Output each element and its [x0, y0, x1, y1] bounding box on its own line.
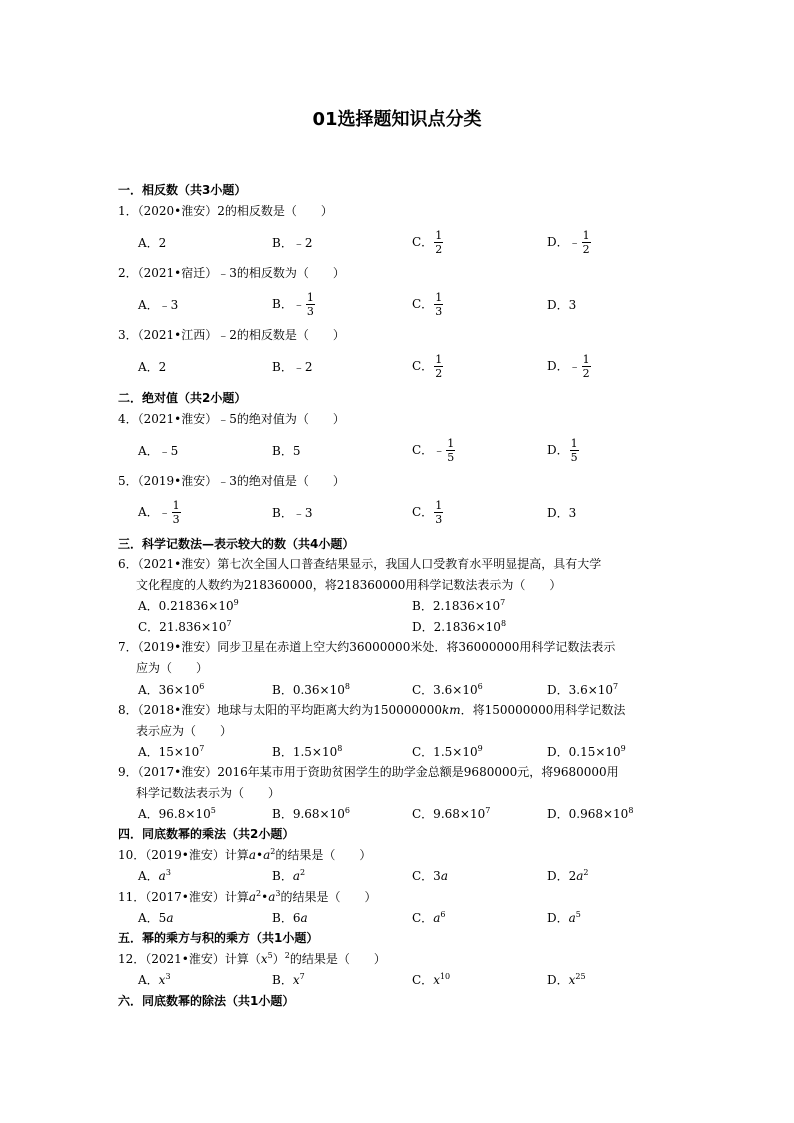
- question-7-stem-line2: 应为（ ）: [136, 661, 209, 675]
- q11-option-b: B．6a: [272, 911, 308, 925]
- q3-option-d: D．﹣ $\frac{1}{2}$: [547, 353, 590, 380]
- question-9-stem-line2: 科学记数法表示为（ ）: [136, 786, 281, 800]
- section-heading-power-division: 六．同底数幂的除法（共1小题）: [118, 994, 295, 1008]
- q1-option-a: A．2: [138, 236, 167, 250]
- q8-option-a: A．$15\times 10^7$: [138, 744, 205, 759]
- q9-option-a: A．$96.8\times 10^5$: [138, 806, 216, 821]
- q1-option-c: C． $\frac{1}{2}$: [412, 229, 443, 256]
- q5-option-a: A．﹣ $\frac{1}{3}$: [138, 499, 180, 526]
- q6-option-b: B．$2.1836\times 10^7$: [412, 598, 506, 613]
- fraction: $\frac{1}{2}$: [435, 229, 443, 256]
- fraction: $\frac{1}{3}$: [172, 499, 180, 526]
- fraction: $\frac{1}{5}$: [447, 437, 455, 464]
- q4-option-b: B．5: [272, 444, 301, 458]
- question-6-stem-line1: 6．（2021•淮安）第七次全国人口普查结果显示，我国人口受教育水平明显提高，具有大学: [118, 557, 602, 571]
- q10-option-d: D．$2a^2$: [547, 868, 589, 883]
- q4-option-d: D． $\frac{1}{5}$: [547, 437, 578, 464]
- q6-option-d: D．$2.1836\times 10^8$: [412, 619, 507, 634]
- q8-option-c: C．$1.5\times 10^9$: [412, 744, 483, 759]
- q5-option-d: D．3: [547, 506, 577, 520]
- q7-option-c: C．$3.6\times 10^6$: [412, 682, 483, 697]
- fraction: $\frac{1}{3}$: [306, 291, 314, 318]
- q2-option-b: B．﹣ $\frac{1}{3}$: [272, 291, 314, 318]
- fraction: $\frac{1}{2}$: [582, 229, 590, 256]
- q9-option-d: D．$0.968\times 10^8$: [547, 806, 634, 821]
- q2-option-d: D．3: [547, 298, 577, 312]
- q2-option-c: C． $\frac{1}{3}$: [412, 291, 443, 318]
- q9-option-c: C．$9.68\times 10^7$: [412, 806, 491, 821]
- q3-option-b: B．﹣2: [272, 360, 313, 374]
- q3-option-a: A．2: [138, 360, 167, 374]
- section-heading-scientific-notation: 三．科学记数法—表示较大的数（共4小题）: [118, 537, 355, 551]
- q4-option-a: A．﹣5: [138, 444, 179, 458]
- question-2-stem: 2．（2021•宿迁）﹣3的相反数为（ ）: [118, 266, 345, 280]
- question-6-stem-line2: 文化程度的人数约为218360000，将218360000用科学记数法表示为（ ）: [136, 578, 562, 592]
- q1-option-b: B．﹣2: [272, 236, 313, 250]
- section-heading-power-of-power: 五．幂的乘方与积的乘方（共1小题）: [118, 931, 319, 945]
- q12-option-d: D．$x^{25}$: [547, 972, 586, 987]
- q5-option-b: B．﹣3: [272, 506, 313, 520]
- q8-option-d: D．$0.15\times 10^9$: [547, 744, 626, 759]
- question-7-stem-line1: 7．（2019•淮安）同步卫星在赤道上空大约36000000米处．将36000000用科学记数法表示: [118, 640, 616, 654]
- q11-option-c: C．$a^6$: [412, 910, 446, 925]
- q1-option-d: D．﹣ $\frac{1}{2}$: [547, 229, 590, 256]
- q12-option-b: B．$x^7$: [272, 972, 305, 987]
- section-heading-absolute-value: 二．绝对值（共2小题）: [118, 391, 247, 405]
- q6-option-a: A．$0.21836\times 10^9$: [138, 598, 239, 613]
- q10-option-c: C．3a: [412, 869, 448, 883]
- q10-option-b: B．$a^2$: [272, 868, 306, 883]
- q2-option-a: A．﹣3: [138, 298, 179, 312]
- question-5-stem: 5．（2019•淮安）﹣3的绝对值是（ ）: [118, 474, 345, 488]
- q11-option-d: D．$a^5$: [547, 910, 581, 925]
- fraction: $\frac{1}{2}$: [582, 353, 590, 380]
- q8-option-b: B．$1.5\times 10^8$: [272, 744, 343, 759]
- question-9-stem-line1: 9．（2017•淮安）2016年某市用于资助贫困学生的助学金总额是9680000元，将9680000用: [118, 765, 619, 779]
- q9-option-b: B．$9.68\times 10^6$: [272, 806, 350, 821]
- q12-option-a: A．$x^3$: [138, 972, 171, 987]
- question-10-stem: 10．（2019•淮安）计算$a•a^2$的结果是（ ）: [118, 847, 372, 862]
- q3-option-c: C． $\frac{1}{2}$: [412, 353, 443, 380]
- question-1-stem: 1．（2020•淮安）2的相反数是（ ）: [118, 204, 333, 218]
- fraction: $\frac{1}{5}$: [570, 437, 578, 464]
- section-heading-power-multiplication: 四．同底数幂的乘法（共2小题）: [118, 827, 295, 841]
- fraction: $\frac{1}{3}$: [435, 291, 443, 318]
- question-8-stem-line2: 表示应为（ ）: [136, 724, 233, 738]
- q5-option-c: C． $\frac{1}{3}$: [412, 499, 443, 526]
- question-3-stem: 3．（2021•江西）﹣2的相反数是（ ）: [118, 328, 345, 342]
- q7-option-b: B．$0.36\times 10^8$: [272, 682, 350, 697]
- q12-option-c: C．$x^{10}$: [412, 972, 451, 987]
- q7-option-a: A．$36\times 10^6$: [138, 682, 205, 697]
- question-12-stem: 12．（2021•淮安）计算$(x^5)^2$的结果是（ ）: [118, 951, 386, 966]
- question-8-stem-line1: 8．（2018•淮安）地球与太阳的平均距离大约为150000000km．将150000000用科学记数法: [118, 703, 626, 717]
- question-11-stem: 11．（2017•淮安）计算$a^2•a^3$的结果是（ ）: [118, 889, 377, 904]
- page-title: 01选择题知识点分类: [312, 109, 482, 130]
- section-heading-opposite-numbers: 一．相反数（共3小题）: [118, 183, 247, 197]
- fraction: $\frac{1}{2}$: [435, 353, 443, 380]
- q4-option-c: C．﹣ $\frac{1}{5}$: [412, 437, 455, 464]
- question-4-stem: 4．（2021•淮安）﹣5的绝对值为（ ）: [118, 412, 345, 426]
- q6-option-c: C．$21.836\times 10^7$: [138, 619, 232, 634]
- q10-option-a: A．$a^3$: [138, 868, 171, 883]
- fraction: $\frac{1}{3}$: [435, 499, 443, 526]
- q7-option-d: D．$3.6\times 10^7$: [547, 682, 619, 697]
- q11-option-a: A．5a: [138, 911, 174, 925]
